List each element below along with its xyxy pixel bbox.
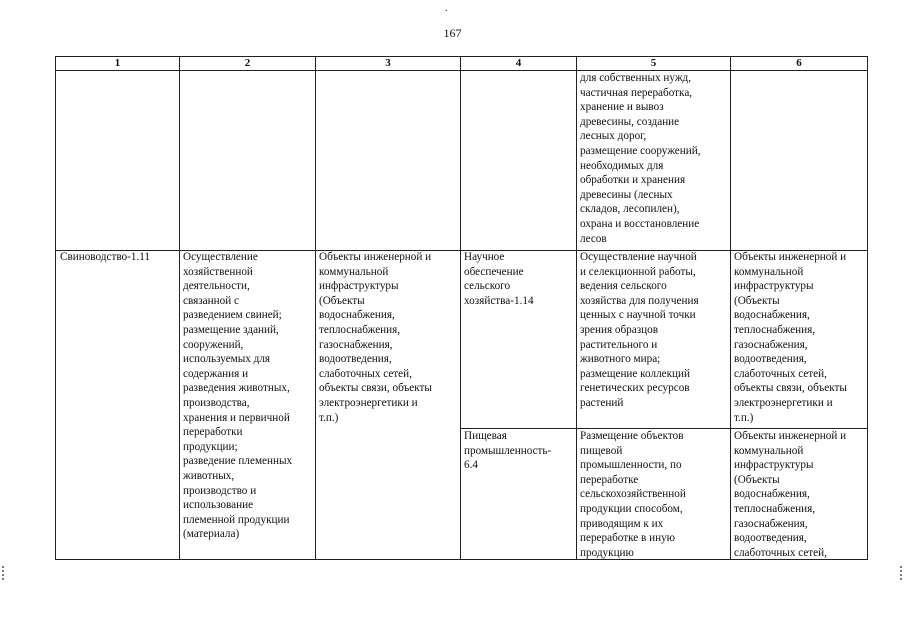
col-divider-1	[179, 57, 180, 559]
continuation-col5-text: для собственных нужд, частичная переработка, хранение и вывоз древесины, создание лесных дорог, размещение сооружений, необходимых для обработки и хранения древесины (лесных складов, лесопилен), охрана и восстановление лесов	[580, 72, 701, 245]
food-col4-code: Пищевая промышленность- 6.4	[464, 430, 552, 472]
header-col-4: 4	[515, 57, 522, 69]
left-scan-mark	[2, 566, 4, 582]
right-scan-mark	[900, 566, 902, 582]
col-divider-5	[730, 57, 731, 559]
science-col4-code: Научное обеспечение сельского хозяйства-1.14	[464, 251, 534, 307]
header-col-5: 5	[650, 57, 657, 69]
header-col-2: 2	[244, 57, 251, 69]
pig-row-col3-objects: Объекты инженерной и коммунальной инфраструктуры (Объекты водоснабжения, теплоснабжения, газоснабжения, водоотведения, слаботочных сетей, объекты связи, объекты электроэнергетики и т.п.)	[319, 251, 432, 424]
page-number: 167	[443, 26, 462, 40]
regulation-table	[55, 56, 868, 560]
pig-row-col1-code: Свиноводство-1.11	[60, 251, 151, 263]
science-col6-objects: Объекты инженерной и коммунальной инфраструктуры (Объекты водоснабжения, теплоснабжения, газоснабжения, водоотведения, слаботочных сетей, объекты связи, объекты электроэнергетики и т.п.)	[734, 251, 847, 424]
col-divider-4	[576, 57, 577, 559]
page-dot: .	[445, 3, 448, 14]
header-col-3: 3	[385, 57, 391, 69]
food-col6-objects: Объекты инженерной и коммунальной инфраструктуры (Объекты водоснабжения, теплоснабжения, газоснабжения, водоотведения, слаботочных сетей,	[734, 430, 847, 559]
header-col-1: 1	[114, 57, 121, 69]
pig-row-col2-description: Осуществление хозяйственной деятельности, связанной с разведением свиней; размещение зданий, сооружений, используемых для содержания и разведения животных, производства, хранения и первичной переработки продукции; разведение племенных животных, производство и использование племенной продукции (материала)	[183, 251, 293, 541]
header-col-6: 6	[796, 57, 802, 69]
col-divider-3	[460, 57, 461, 559]
science-col5-description: Осуществление научной и селекционной работы, ведения сельского хозяйства для получения ценных с научной точки зрения образцов растительного и животного мира; размещение коллекций генетических ресурсов растений	[580, 251, 699, 409]
food-col5-description: Размещение объектов пищевой промышленности, по переработке сельскохозяйственной продукции способом, приводящим к их переработке в иную продукцию	[580, 430, 686, 559]
header-divider	[56, 70, 867, 71]
col-divider-2	[315, 57, 316, 559]
